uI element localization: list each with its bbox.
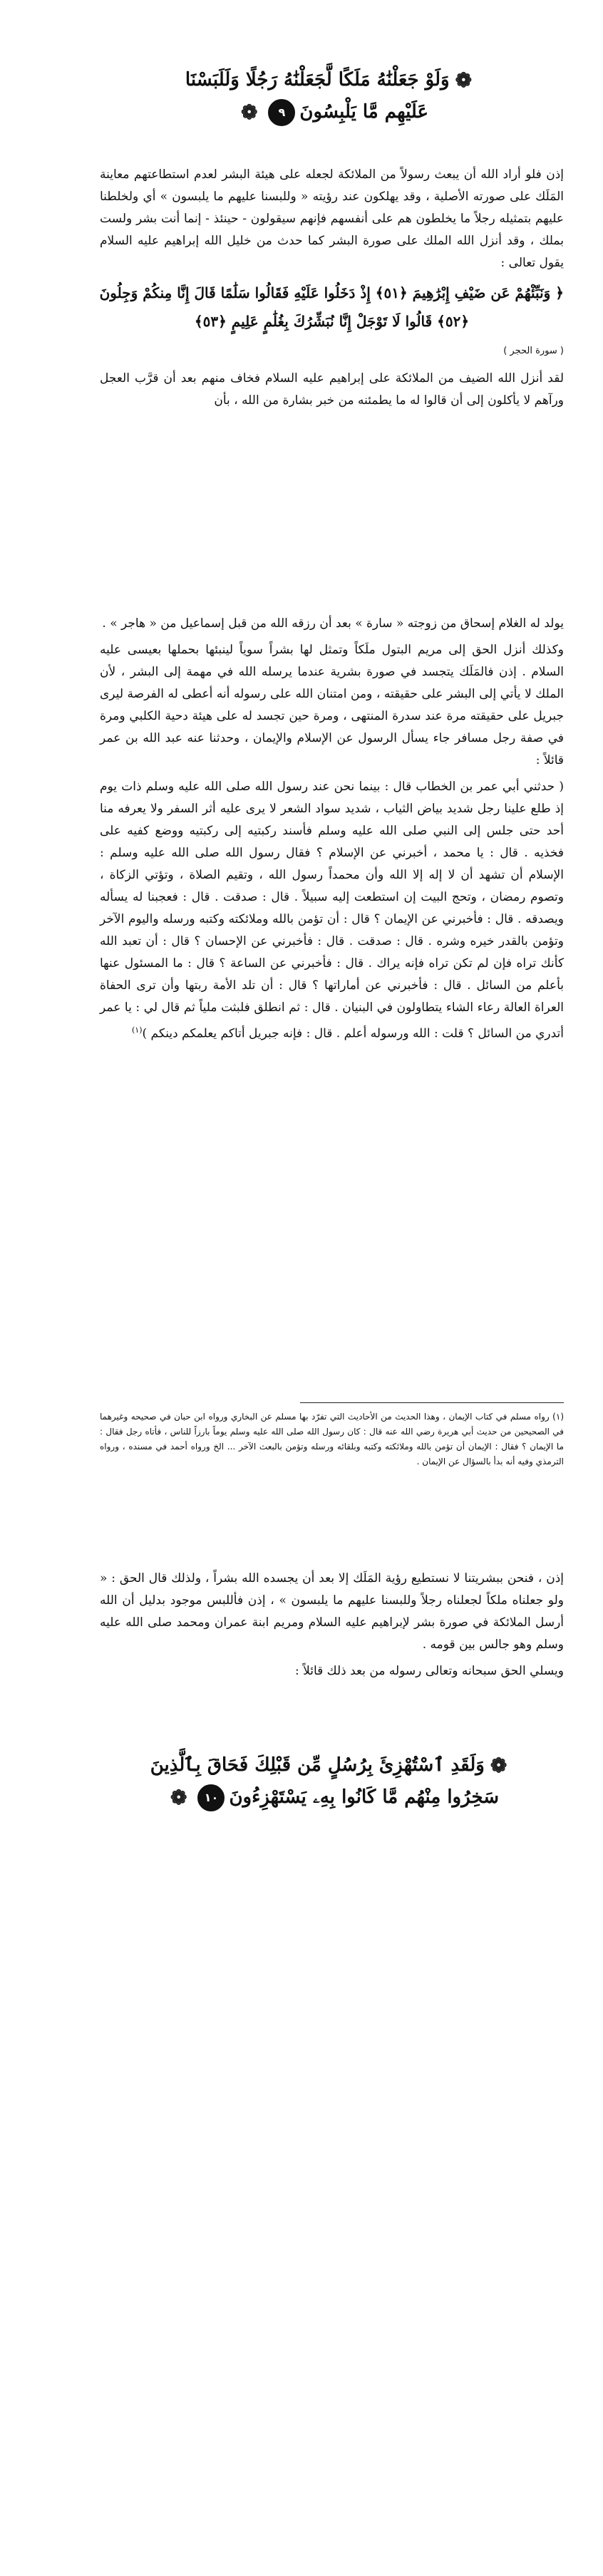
paragraph: وكذلك أنزل الحق إلى مريم البتول ملَكاً وتمثل لها بشراً سوياً لينبئها بحملها بعيسى عليه السلام . إذن فالمَلَك يتجسد في صورة بشرية عندما يرسله الله في مهمة إلى البشر ، لأن الملك لا يأتي إلى البشر على حقيقته ، ومن امتنان الله على رسوله أنه أعطى له الفرصة ليرى جبريل على حقيقته مرة عند سدرة المنتهى ، ومرة حين تجسد له على هيئة دحية الكلبي ومرة في صفة رجل مسافر جاء يسأل الرسول عن الإسلام والإيمان ، وحدثنا عنه عبد الله بن عمر قائلاً : bbox=[100, 643, 564, 767]
footnote-marker: (١) bbox=[131, 1025, 143, 1035]
page-3 bbox=[0, 1525, 603, 2576]
paragraph: إذن ، فنحن ببشريتنا لا نستطيع رؤية المَلَك إلا بعد أن يجسده الله بشراً ، ولذلك قال الحق : « ولو جعلناه ملكاً لجعلناه رجلاً وللبسنا عليهم ما يلبسون » ، إذن فأللبس موجود بدليل أن الله أرسل الملائكة في صورة بشر لإبراهيم عليه السلام ومريم ابنة عمران ومحمد صلى الله عليه وسلم وهو جالس بين قومه . bbox=[100, 1571, 564, 1652]
footnote-divider bbox=[300, 1402, 564, 1403]
paragraph: لقد أنزل الله الضيف من الملائكة على إبراهيم عليه السلام فخاف منهم بعد أن قرَّب العجل ورآهم لا يأكلون إلى أن قالوا له ما يطمئنه من خبر بشارة من الله ، بأن bbox=[100, 371, 564, 408]
hadith-text: ( حدثني أبي عمر بن الخطاب قال : بينما نحن عند رسول الله صلى الله عليه وسلم ذات يوم إذ طلع علينا رجل شديد بياض الثياب ، شديد سواد الشعر لا يرى عليه أثر السفر ولا يعرفه منا أحد حتى جلس إلى النبي صلى الله عليه وسلم فأسند ركبتيه إلى ركبتيه ووضع كفيه على فخذيه . قال : يا محمد ، أخبرني عن الإسلام ؟ فقال رسول الله صلى الله عليه وسلم : الإسلام أن تشهد أن لا إله إلا الله وأن محمداً رسول الله ، وتقيم الصلاة ، وتؤتي الزكاة ، وتصوم رمضان ، وتحج البيت إن استطعت إليه سبيلاً . قال : صدقت . قال : فعجبنا له يسأله ويصدقه . قال : فأخبرني عن الإيمان ؟ قال : أن تؤمن بالله وملائكته وكتبه ورسله واليوم الآخر وتؤمن بالقدر خيره وشره . قال : صدقت . قال : فأخبرني عن الإحسان ؟ قال : أن تعبد الله كأنك تراه فإن لم تكن تراه فإنه يراك . قال : فأخبرني عن الساعة ؟ قال : ما المسئول عنها بأعلم من السائل . قال : فأخبرني عن أماراتها ؟ قال : أن تلد الأمة ربتها وأن ترى الحفاة العراة العالة رعاء الشاء يتطاولون في البنيان . قال : ثم انطلق فلبثت ملياً ثم قال لي : يا عمر أتدري من السائل ؟ قلت : الله ورسوله أعلم . قال : فإنه جبريل أتاكم يعلمكم دينكم )$^{(١)}$ bbox=[100, 780, 564, 1041]
page-2 bbox=[0, 584, 603, 1518]
page-1 bbox=[0, 0, 603, 577]
body-text bbox=[100, 613, 564, 1050]
footnote: (١) رواه مسلم في كتاب الإيمان ، وهذا الحديث من الأحاديث التي تفرّد بها مسلم عن البخاري ورواه ابن حبان في صحيحه وغيرهما في الصحيحين من حديث أبي هريرة رضي الله عنه قال : كان رسول الله صلى الله عليه وسلم يوماً بارزاً للناس ، فأتاه رجل فقال : ما الإيمان ؟ فقال : الإيمان أن تؤمن بالله وملائكته وكتبه وبلقائه ورسله وتؤمن بالبعث الآخر ... الخ ورواه أحمد في مسنده ، ورواه الترمذي وفيه أنه بدأ بالسؤال عن الإيمان . bbox=[100, 1412, 564, 1467]
ayah-number-icon: ١٠ bbox=[197, 1784, 225, 1811]
ornament-icon: ❁ bbox=[170, 1786, 188, 1809]
verse-line-1: ❁وَلَقَدِ ٱسْتُهْزِئَ بِرُسُلٍ مِّن قَبْلِكَ فَحَاقَ بِٱلَّذِينَ bbox=[100, 1749, 564, 1781]
verse-line-2: عَلَيْهِم مَّا يَلْبِسُونَ٩❁ bbox=[100, 96, 564, 128]
paragraph: يولد له الغلام إسحاق من زوجته « سارة » بعد أن رزقه الله من قبل إسماعيل من « هاجر » . bbox=[102, 616, 564, 631]
ornament-icon: ❁ bbox=[240, 100, 259, 124]
verse-line-1: ❁وَلَوْ جَعَلْنَٰهُ مَلَكًا لَّجَعَلْنَٰهُ رَجُلًا وَلَلَبَسْنَا bbox=[100, 64, 564, 96]
quran-quote-line-1: ﴿ وَنَبِّئْهُمْ عَن ضَيْفِ إِبْرَٰهِيمَ ﴿٥١﴾ إِذْ دَخَلُوا عَلَيْهِ فَقَالُوا سَلَٰمًا قَالَ إِنَّا مِنكُمْ وَجِلُونَ bbox=[99, 284, 564, 301]
verse-block-10 bbox=[100, 1749, 564, 1814]
ayah-number-icon: ٩ bbox=[268, 99, 295, 126]
ornament-icon: ❁ bbox=[455, 68, 473, 92]
verse-block-9 bbox=[100, 64, 564, 128]
body-text bbox=[100, 1568, 564, 1687]
verse-line-2: سَخِرُوا مِنْهُم مَّا كَانُوا بِهِۦ يَسْتَهْزِءُونَ١٠❁ bbox=[100, 1781, 564, 1814]
paragraph: ويسلي الحق سبحانه وتعالى رسوله من بعد ذلك قائلاً : bbox=[294, 1664, 564, 1678]
quran-quote-line-2: ﴿٥٢﴾ قَالُوا لَا تَوْجَلْ إِنَّا نُبَشِّرُكَ بِغُلَٰمٍ عَلِيمٍ ﴿٥٣﴾ bbox=[194, 313, 470, 330]
ornament-icon: ❁ bbox=[490, 1754, 508, 1777]
paragraph: إذن فلو أراد الله أن يبعث رسولاً من الملائكة لجعله على هيئة البشر لعدم استطاعتهم معاينة المَلَك على صورته الأصلية ، وقد يهلكون عند رؤيته « وللبسنا عليهم ما يلبسون » أي ولخلطنا عليهم بتمثيله رجلاً ما يخلطون هم على أنفسهم فإنهم سيقولون - حينئذ - إنما أنت بشر ولست بملك ، وقد أنزل الله الملك على صورة البشر كما حدث من خليل الله إبراهيم عليه السلام يقول تعالى : bbox=[100, 167, 564, 270]
surah-source: ( سورة الحجر ) bbox=[503, 346, 564, 356]
commentary-block bbox=[100, 164, 564, 416]
